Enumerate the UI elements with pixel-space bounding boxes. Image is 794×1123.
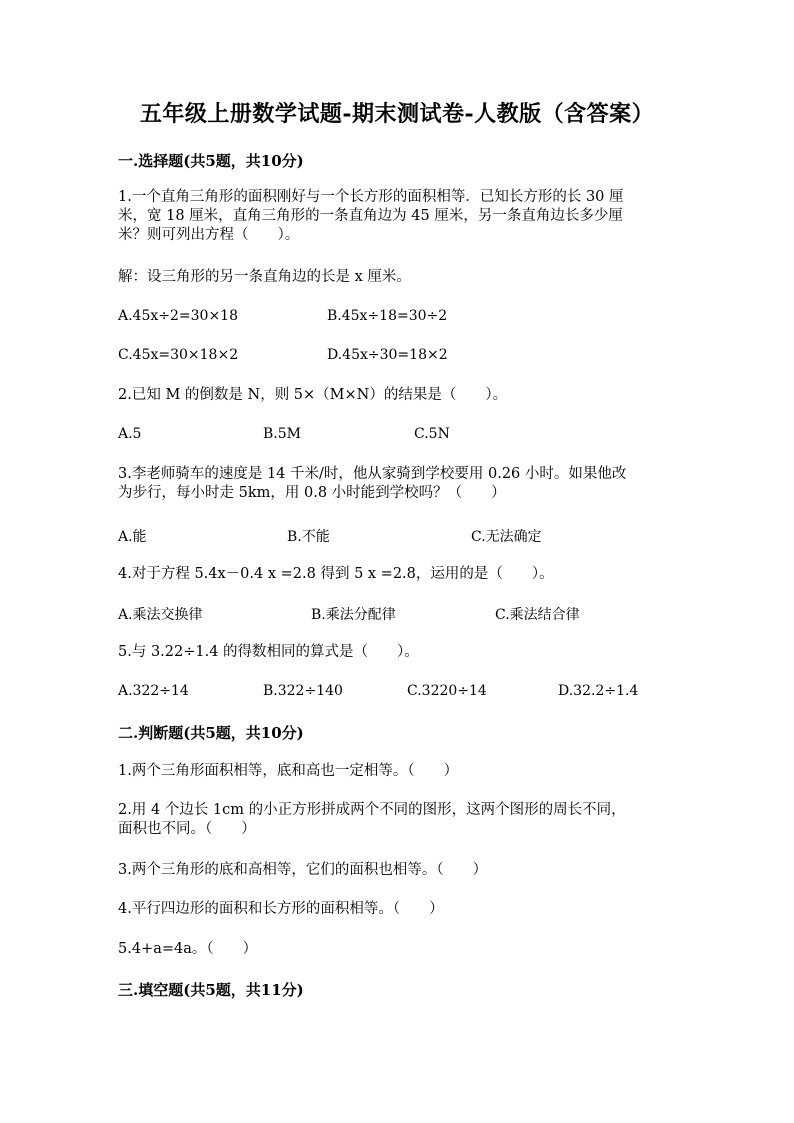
question-line: 3.李老师骑车的速度是 14 千米/时，他从家骑到学校要用 0.26 小时。如果他改: [118, 466, 627, 482]
option: B.45x÷18=30÷2: [327, 308, 448, 324]
option: A.5: [118, 426, 142, 442]
option: A.能: [118, 529, 147, 545]
option: C.3220÷14: [407, 683, 487, 699]
question-line: 3.两个三角形的底和高相等，它们的面积也相等。（ ）: [118, 862, 488, 878]
page-title: 五年级上册数学试题-期末测试卷-人教版（含答案）: [139, 101, 655, 127]
section-heading-choice: 一.选择题(共5题，共10分): [118, 152, 304, 170]
section-heading-fill: 三.填空题(共5题，共11分): [118, 981, 304, 999]
question-line: 为步行，每小时走 5km，用 0.8 小时能到学校吗？（ ）: [118, 485, 506, 501]
question-line: 1.一个直角三角形的面积刚好与一个长方形的面积相等．已知长方形的长 30 厘: [118, 189, 624, 205]
question-line: 1.两个三角形面积相等，底和高也一定相等。（ ）: [118, 763, 459, 779]
option: C.乘法结合律: [495, 607, 580, 623]
option: C.无法确定: [471, 529, 542, 545]
option: A.乘法交换律: [118, 607, 203, 623]
question-text: [118, 801, 678, 839]
option: B.乘法分配律: [311, 607, 396, 623]
option: D.32.2÷1.4: [558, 683, 639, 699]
question-text: [118, 188, 678, 245]
question-line: 2.用 4 个边长 1cm 的小正方形拼成两个不同的图形，这两个图形的周长不同，: [118, 802, 626, 818]
question-text: [118, 465, 678, 503]
option: C.45x=30×18×2: [118, 347, 239, 363]
option: A.322÷14: [118, 683, 189, 699]
option: C.5N: [414, 426, 450, 442]
solution-note: 解：设三角形的另一条直角边的长是 x 厘米。: [118, 269, 411, 285]
option: D.45x÷30=18×2: [327, 347, 448, 363]
question-line: 面积也不同。（ ）: [118, 821, 256, 837]
option: B.不能: [287, 529, 330, 545]
question-line: 米，宽 18 厘米，直角三角形的一条直角边为 45 厘米，另一条直角边长多少厘: [118, 208, 623, 224]
section-heading-judge: 二.判断题(共5题，共10分): [118, 724, 304, 742]
option: B.5M: [263, 426, 301, 442]
question-line: 5.与 3.22÷1.4 的得数相同的算式是（ ）。: [118, 644, 419, 660]
question-line: 米？则可列出方程（ ）。: [118, 227, 300, 243]
question-line: 4.平行四边形的面积和长方形的面积相等。（ ）: [118, 901, 444, 917]
option: B.322÷140: [263, 683, 343, 699]
question-line: 4.对于方程 5.4x－0.4 x =2.8 得到 5 x =2.8，运用的是（ ）。: [118, 566, 554, 582]
question-line: 2.已知 M 的倒数是 N，则 5×（M×N）的结果是（ ）。: [118, 387, 508, 403]
option: A.45x÷2=30×18: [118, 308, 238, 324]
question-line: 5.4+a=4a。（ ）: [118, 941, 258, 957]
